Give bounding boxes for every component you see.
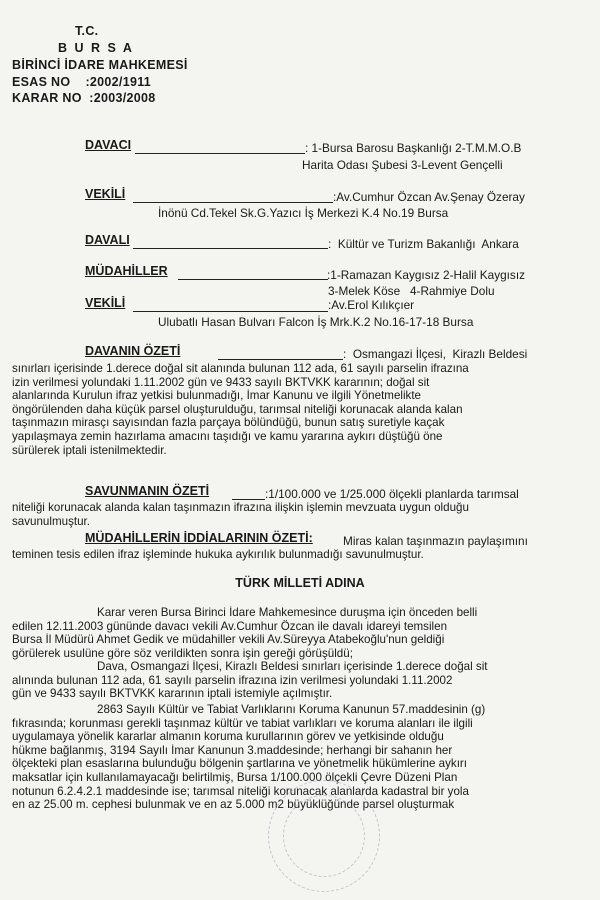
header-tc: T.C. — [75, 24, 99, 38]
text-line: notunun 6.2.4.2.1 maddesinde ise; tarımsal niteliği korunacak alanlarda kadastral bir yola — [12, 784, 469, 798]
mudahiller-value-2: 3-Melek Köse 4-Rahmiye Dolu — [328, 284, 495, 298]
vekili2-value-1: :Av.Erol Kılıkçıer — [328, 298, 415, 312]
vekili2-value-2: Ulubatlı Hasan Bulvarı Falcon İş Mrk.K.2 No.16-17-18 Bursa — [158, 315, 474, 329]
davaci-label: DAVACI — [85, 138, 132, 152]
text-line: fıkrasında; korunması gerekli taşınmaz kültür ve tabiat varlıkları ve koruma alanları ile ilgili — [12, 716, 473, 730]
vekili-underline — [133, 202, 333, 203]
text-line: izin verilmesi yolundaki 1.11.2002 gün ve 9433 sayılı BKTVKK kararının; doğal sit — [12, 375, 430, 389]
text-line: ölçekteki plan esaslarına bulunduğu bölgenin şartlarına ve yönetmelik hükümlerine aykırı — [12, 757, 467, 771]
text-line: 2863 Sayılı Kültür ve Tabiat Varlıklarını Koruma Kanunun 57.maddesinin (g) — [97, 703, 486, 716]
savunma-underline — [232, 499, 265, 500]
text-line: Dava, Osmangazi İlçesi, Kirazlı Beldesi sınırları içerisinde 1.derece doğal sit — [97, 660, 488, 673]
text-line: alanlarında Kurulun ifraz yetkisi bulunmadığı, İmar Kanunu ve ilgili Yönetmelikte — [12, 389, 422, 403]
text-line: niteliği korunacak alanda kalan taşınmazın ifrazına ilişkin işlemin mevzuata uygun olduğu — [12, 501, 469, 514]
davaci-value-2: Harita Odası Şubesi 3-Levent Gençelli — [302, 158, 503, 172]
text-line: görülerek usulüne göre söz verildikten sonra işin gereği görüşüldü; — [12, 646, 353, 660]
mudahil-iddia-line-1: Miras kalan taşınmazın paylaşımını — [343, 534, 528, 548]
header-karar-no: KARAR NO :2003/2008 — [12, 91, 156, 105]
decision-title: TÜRK MİLLETİ ADINA — [235, 576, 365, 590]
savunma-line-1: :1/100.000 ve 1/25.000 ölçekli planlarda tarımsal — [265, 487, 519, 501]
text-line: en az 25.00 m. cephesi bulunmak ve en az 5.000 m2 büyüklüğünde parsel oluşturmak — [12, 798, 455, 812]
body-paragraph-2 — [12, 660, 582, 701]
mudahil-iddia-text — [12, 548, 572, 562]
vekili2-label: VEKİLİ — [85, 296, 126, 310]
mudahiller-label: MÜDAHİLLER — [85, 264, 168, 278]
text-line: öngörülenden daha küçük parsel oluşturulduğu, tarımsal niteliği korunacak alanda kalan — [12, 402, 463, 416]
mudahil-iddia-label: MÜDAHİLLERİN İDDİALARININ ÖZETİ: — [85, 531, 313, 545]
text-line: taşınmazın mirasçı sayısından fazla parçaya bölündüğü, bunun satış suretiyle kaçak — [12, 416, 445, 430]
davaci-value-1: : 1-Bursa Barosu Başkanlığı 2-T.M.M.O.B — [305, 141, 522, 155]
body-paragraph-1 — [12, 606, 582, 660]
text-line: Karar veren Bursa Birinci İdare Mahkemesince duruşma için önceden belli — [97, 606, 478, 619]
text-line: edilen 12.11.2003 gününde davacı vekili Av.Cumhur Özcan ile davalı idareyi temsilen — [12, 619, 448, 633]
text-line: uygulamaya yönelik kararlar almanın koruma kurullarının görev ve yetkisinde olduğu — [12, 730, 444, 744]
text-line: savunulmuştur. — [12, 514, 90, 528]
text-line: sürülerek iptali istenilmektedir. — [12, 443, 167, 457]
savunma-label: SAVUNMANIN ÖZETİ — [85, 484, 210, 498]
vekili-value-2: İnönü Cd.Tekel Sk.G.Yazıcı İş Merkezi K.4 No.19 Bursa — [158, 206, 449, 220]
text-line: teminen tesis edilen ifraz işleminde hukuka aykırılık bulunmadığı savunulmuştur. — [12, 548, 424, 561]
davali-underline — [133, 248, 328, 249]
text-line: yapılaşmaya zemin hazırlama amacını taşıdığı ve kamu yararına aykırı düştüğü öne — [12, 429, 443, 443]
vekili-value-1: :Av.Cumhur Özcan Av.Şenay Özeray — [333, 190, 525, 204]
dava-ozeti-line-1: : Osmangazi İlçesi, Kirazlı Beldesi — [343, 347, 528, 361]
savunma-text — [12, 501, 572, 528]
text-line: alınında bulunan 112 ada, 61 sayılı parselin ifrazına izin verilmesi yolundaki 1.11.2002 — [12, 673, 453, 687]
text-line: gün ve 9433 sayılı BKTVKK kararının iptali istemiyle açılmıştır. — [12, 687, 333, 701]
mudahiller-underline — [178, 279, 328, 280]
court-stamp-inner-icon — [283, 795, 365, 877]
text-line: Bursa İl Müdürü Ahmet Gedik ve müdahiller vekili Av.Süreyya Atabekoğlu'nun geldiği — [12, 633, 445, 647]
text-line: hükme bağlanmış, 3194 Sayılı İmar Kanunun 3.maddesinde; herhangi bir sahanın her — [12, 743, 453, 757]
vekili-label: VEKİLİ — [85, 187, 126, 201]
dava-ozeti-label: DAVANIN ÖZETİ — [85, 344, 181, 358]
davali-label: DAVALI — [85, 233, 130, 247]
davali-value: : Kültür ve Turizm Bakanlığı Ankara — [328, 237, 519, 251]
text-line: maksatlar için kullanılamayacağı belirtilmiş, Bursa 1/100.000 ölçekli Çevre Düzeni Plan — [12, 770, 458, 784]
text-line: sınırları içerisinde 1.derece doğal sit alanında bulunan 112 ada, 61 sayılı parselin ifrazına — [12, 362, 469, 375]
dava-ozeti-text — [12, 362, 572, 457]
davaci-underline — [135, 153, 305, 154]
vekili2-underline — [133, 311, 328, 312]
header-city: B U R S A — [58, 41, 134, 55]
header-esas-no: ESAS NO :2002/1911 — [12, 75, 152, 89]
mudahiller-value-1: :1-Ramazan Kaygısız 2-Halil Kaygısız — [327, 268, 526, 282]
header-court: BİRİNCİ İDARE MAHKEMESİ — [12, 58, 188, 72]
dava-ozeti-underline — [218, 359, 343, 360]
